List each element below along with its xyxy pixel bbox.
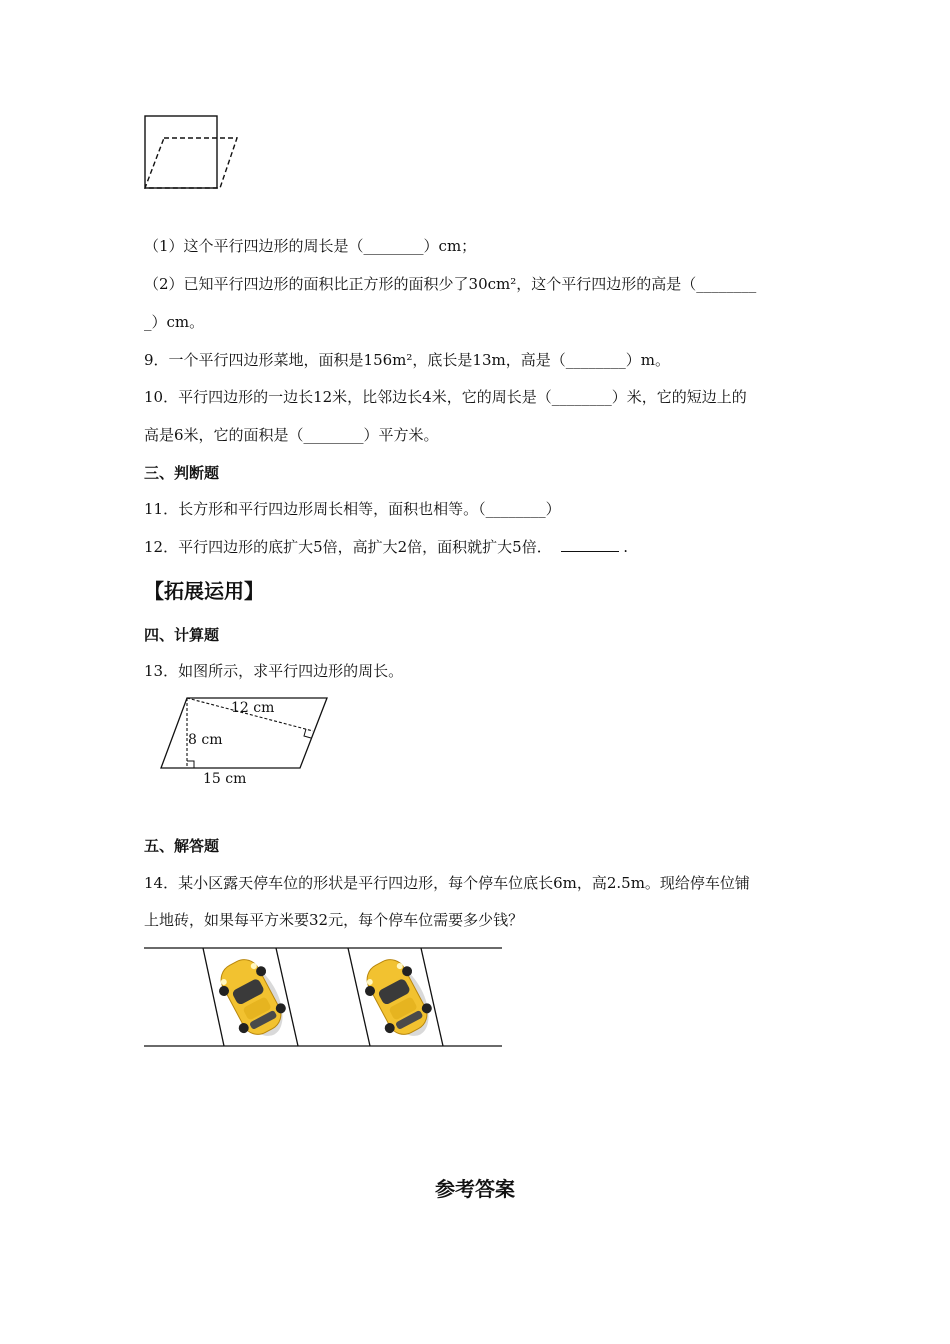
q12-answer-blank [561,537,619,552]
q14-line1: 14．某小区露天停车位的形状是平行四边形，每个停车位底长6m，高2.5m。现给停车位铺 [144,874,750,892]
square [145,116,217,188]
base-length-label: 15 cm [203,771,247,787]
q8-part2-line2: _）cm。 [144,313,205,331]
answer-key-heading: 参考答案 [435,1177,515,1201]
car-icon [210,951,294,1048]
q8-part2-line1: （2）已知平行四边形的面积比正方形的面积少了30cm²，这个平行四边形的高是（________ [144,275,757,293]
height-length-label: 8 cm [188,732,223,748]
q14-line2: 上地砖，如果每平方米要32元，每个停车位需要多少钱？ [144,911,524,929]
q13-text: 13．如图所示，求平行四边形的周长。 [144,662,404,680]
section-judgement-heading: 三、判断题 [144,464,220,482]
q10-line1: 10．平行四边形的一边长12米，比邻边长4米，它的周长是（________）米，它的短边上的 [144,388,747,406]
square-parallelogram-figure [140,112,245,194]
section-calculation-heading: 四、计算题 [144,626,220,644]
q10-line2: 高是6米，它的面积是（________）平方米。 [144,426,439,444]
q12-line [144,537,628,557]
extension-heading: 【拓展运用】 [144,579,264,603]
parking-divider-2 [276,948,298,1046]
slant-length-label: 12 cm [231,700,275,716]
car-icon [356,951,440,1048]
q12-end-mark: . [623,538,629,556]
parking-divider-3 [348,948,370,1046]
right-angle-mark-bottom [187,761,194,768]
q12-text: 12．平行四边形的底扩大5倍，高扩大2倍，面积就扩大5倍． [144,538,552,556]
parking-lot-figure [142,944,504,1050]
section-answer-questions-heading: 五、解答题 [144,837,220,855]
parallelogram-figure [155,690,335,790]
dashed-parallelogram [145,138,237,188]
q8-part1: （1）这个平行四边形的周长是（________）cm； [144,237,477,255]
q11-text: 11．长方形和平行四边形周长相等，面积也相等。（________） [144,500,561,518]
q9-text: 9．一个平行四边形菜地，面积是156m²，底长是13m，高是（________）m。 [144,351,670,369]
parking-divider-1 [203,948,224,1046]
